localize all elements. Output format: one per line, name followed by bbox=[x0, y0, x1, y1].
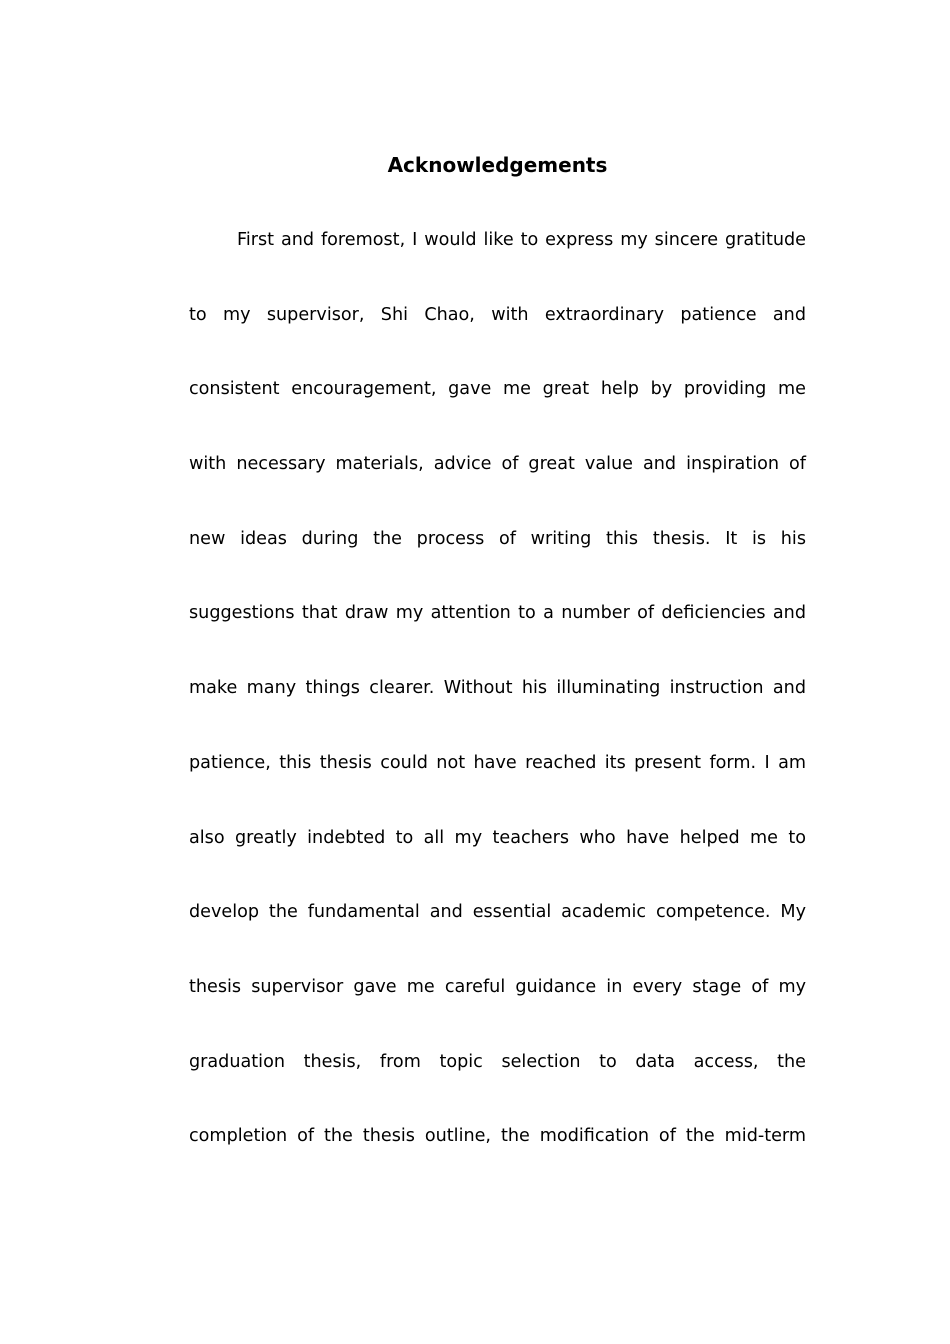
paragraph-line: First and foremost, I would like to express my sincere gratitude bbox=[237, 230, 806, 250]
acknowledgements-paragraph bbox=[189, 225, 806, 1196]
paragraph-line: to my supervisor, Shi Chao, with extraordinary patience and bbox=[189, 304, 806, 325]
paragraph-line: completion of the thesis outline, the modification of the mid-term bbox=[189, 1126, 806, 1147]
paragraph-line: consistent encouragement, gave me great help by providing me bbox=[189, 379, 806, 400]
page-title: Acknowledgements bbox=[387, 153, 608, 177]
paragraph-line: also greatly indebted to all my teachers who have helped me to bbox=[189, 827, 806, 848]
paragraph-line: new ideas during the process of writing this thesis. It is his bbox=[189, 528, 806, 549]
paragraph-line: patience, this thesis could not have reached its present form. I am bbox=[189, 752, 806, 773]
paragraph-line: with necessary materials, advice of great value and inspiration of bbox=[189, 454, 806, 475]
paragraph-line: suggestions that draw my attention to a number of deficiencies and bbox=[189, 603, 806, 624]
paragraph-line: graduation thesis, from topic selection to data access, the bbox=[189, 1051, 806, 1072]
paragraph-line: develop the fundamental and essential academic competence. My bbox=[189, 902, 806, 923]
paragraph-line: make many things clearer. Without his illuminating instruction and bbox=[189, 678, 806, 699]
paragraph-line: thesis supervisor gave me careful guidance in every stage of my bbox=[189, 976, 806, 997]
